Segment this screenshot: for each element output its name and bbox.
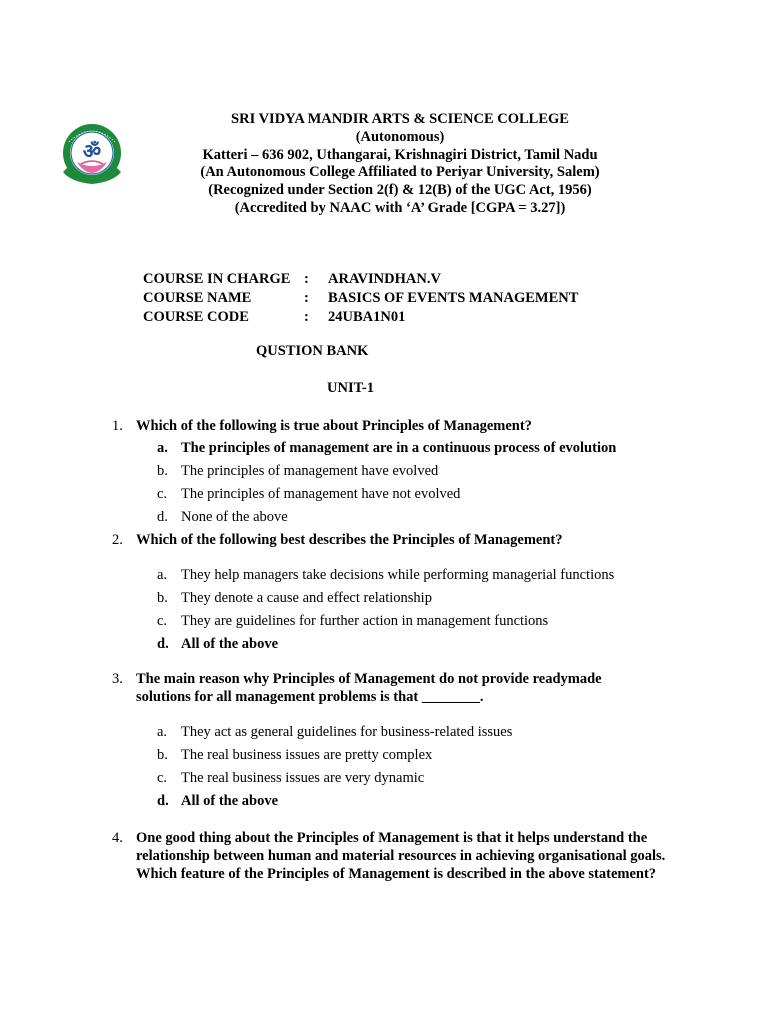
- option-letter: d.: [157, 636, 169, 652]
- question: [112, 670, 652, 706]
- option-letter: b.: [157, 463, 168, 479]
- option-text: None of the above: [181, 509, 288, 525]
- question-text: Which of the following is true about Principles of Management?: [136, 418, 532, 434]
- question: [112, 417, 692, 435]
- option-text: The principles of management are in a continuous process of evolution: [181, 440, 617, 456]
- option-text: The principles of management have not evolved: [181, 486, 461, 502]
- college-affiliation: (An Autonomous College Affiliated to Periyar University, Salem): [200, 164, 600, 181]
- option-letter: c.: [157, 486, 168, 502]
- course-colon: :: [304, 309, 309, 325]
- option-text: They are guidelines for further action in management functions: [181, 613, 549, 629]
- course-label: COURSE IN CHARGE: [143, 271, 291, 287]
- option-text: They denote a cause and effect relationship: [181, 590, 432, 606]
- option-letter: a.: [157, 567, 168, 583]
- option-letter: c.: [157, 770, 168, 786]
- course-label: COURSE NAME: [143, 290, 252, 306]
- course-value: 24UBA1N01: [328, 309, 406, 325]
- option-letter: b.: [157, 590, 168, 606]
- question-text: One good thing about the Principles of Management is that it helps understand the relationship between human and material resources in achieving organisational goals. Which feature of the Principles of Management is described in the above statement?: [136, 830, 666, 882]
- option-text: They act as general guidelines for business-related issues: [181, 724, 513, 740]
- option-letter: d.: [157, 509, 168, 525]
- question-bank-title: QUSTION BANK: [256, 343, 369, 359]
- college-accreditation: (Accredited by NAAC with ‘A’ Grade [CGPA = 3.27]): [234, 199, 566, 216]
- option-text: The principles of management have evolved: [181, 463, 439, 479]
- college-recognition: (Recognized under Section 2(f) & 12(B) of the UGC Act, 1956): [208, 182, 592, 199]
- question-number: 2.: [112, 532, 123, 548]
- college-status: (Autonomous): [355, 128, 445, 145]
- option-text: All of the above: [181, 793, 279, 809]
- college-name: SRI VIDYA MANDIR ARTS & SCIENCE COLLEGE: [231, 111, 569, 127]
- question-text: Which of the following best describes the Principles of Management?: [136, 532, 563, 548]
- question-number: 3.: [112, 671, 123, 687]
- course-colon: :: [304, 271, 309, 287]
- option-text: The real business issues are pretty complex: [181, 747, 433, 763]
- om-emblem-icon: [57, 122, 127, 188]
- option-letter: a.: [157, 724, 168, 740]
- svg-text:ॐ: ॐ: [82, 139, 102, 163]
- option-letter: d.: [157, 793, 169, 809]
- course-label: COURSE CODE: [143, 309, 249, 325]
- option-letter: c.: [157, 613, 168, 629]
- question: [112, 829, 672, 883]
- question-number: 1.: [112, 418, 123, 434]
- course-value: BASICS OF EVENTS MANAGEMENT: [328, 290, 579, 306]
- course-value: ARAVINDHAN.V: [328, 271, 441, 287]
- unit-title: UNIT-1: [327, 380, 375, 396]
- option-text: All of the above: [181, 636, 279, 652]
- question: [112, 531, 692, 549]
- option-letter: a.: [157, 440, 168, 456]
- college-address: Katteri – 636 902, Uthangarai, Krishnagiri District, Tamil Nadu: [202, 146, 598, 163]
- question-number: 4.: [112, 830, 123, 846]
- course-colon: :: [304, 290, 309, 306]
- question-text: The main reason why Principles of Management do not provide readymade solutions for all management problems is that ________.: [136, 671, 602, 705]
- option-letter: b.: [157, 747, 168, 763]
- option-text: The real business issues are very dynamic: [181, 770, 425, 786]
- college-logo: [57, 122, 127, 188]
- college-header: [150, 111, 650, 218]
- option-text: They help managers take decisions while performing managerial functions: [181, 567, 615, 583]
